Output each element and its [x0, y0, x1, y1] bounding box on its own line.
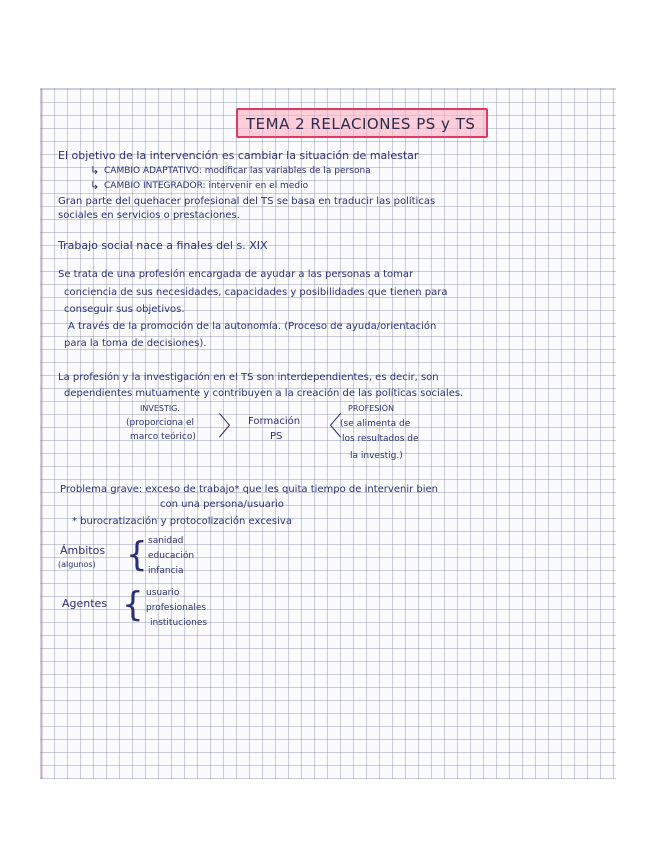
arrow-icon: ↳ — [90, 164, 100, 177]
ambitos-item: educación — [148, 551, 195, 561]
profession-line: para la toma de decisiones). — [64, 338, 207, 349]
agentes-item: instituciones — [150, 618, 208, 628]
research-right-text: los resultados de — [342, 434, 419, 444]
title-highlight-box — [236, 108, 488, 138]
origin-line: Trabajo social nace a finales del s. XIX — [58, 239, 268, 252]
margin-line — [41, 89, 43, 779]
profession-line: A través de la promoción de la autonomía. (Proceso de ayuda/orientación — [68, 321, 437, 332]
research-right-text: (se alimenta de — [340, 419, 411, 429]
agentes-label: Agentes — [62, 597, 108, 610]
research-left-text: (proporciona el — [126, 418, 195, 428]
ambitos-sublabel: (algunos) — [58, 560, 96, 569]
page-title: TEMA 2 RELACIONES PS y TS — [246, 115, 476, 133]
chevron-right-icon: 〉 — [218, 412, 245, 442]
brace-left-icon: { — [122, 585, 144, 625]
intro-line: El objetivo de la intervención es cambiar la situación de malestar — [58, 149, 419, 162]
problem-line: Problema grave: exceso de trabajo* que les quita tiempo de intervenir bien — [60, 484, 438, 495]
change-adaptive: CAMBIO ADAPTATIVO: modificar las variables de la persona — [104, 166, 371, 176]
agentes-item: profesionales — [146, 603, 207, 613]
research-right-head: PROFESIÓN — [348, 404, 395, 413]
ambitos-item: sanidad — [148, 536, 184, 546]
intro-line: sociales en servicios o prestaciones. — [58, 210, 240, 221]
arrow-icon: ↳ — [90, 179, 100, 192]
agentes-item: usuario — [146, 588, 180, 598]
problem-line: con una persona/usuario — [160, 499, 284, 510]
profession-line: Se trata de una profesión encargada de ayudar a las personas a tomar — [58, 269, 414, 280]
research-right-text: la investig.) — [350, 451, 403, 461]
research-left-text: marco teórico) — [130, 432, 196, 442]
profession-line: conciencia de sus necesidades, capacidades y posibilidades que tienen para — [64, 287, 448, 298]
research-center: PS — [270, 431, 283, 442]
research-line: La profesión y la investigación en el TS son interdependientes, es decir, son — [58, 372, 439, 383]
change-integrator: CAMBIO INTEGRADOR: intervenir en el medio — [104, 181, 309, 191]
research-line: dependientes mutuamente y contribuyen a la creación de las políticas sociales. — [64, 388, 464, 399]
profession-line: conseguir sus objetivos. — [64, 304, 185, 315]
brace-left-icon: { — [126, 535, 148, 575]
problem-line: * burocratización y protocolización excesiva — [72, 516, 292, 527]
research-left-head: INVESTIG. — [140, 404, 180, 413]
ambitos-item: infancia — [148, 566, 184, 576]
intro-line: Gran parte del quehacer profesional del TS se basa en traducir las políticas — [58, 196, 436, 207]
research-center: Formación — [248, 416, 301, 427]
chevron-left-icon: 〈 — [316, 412, 343, 442]
ambitos-label: Ámbitos — [60, 544, 106, 557]
